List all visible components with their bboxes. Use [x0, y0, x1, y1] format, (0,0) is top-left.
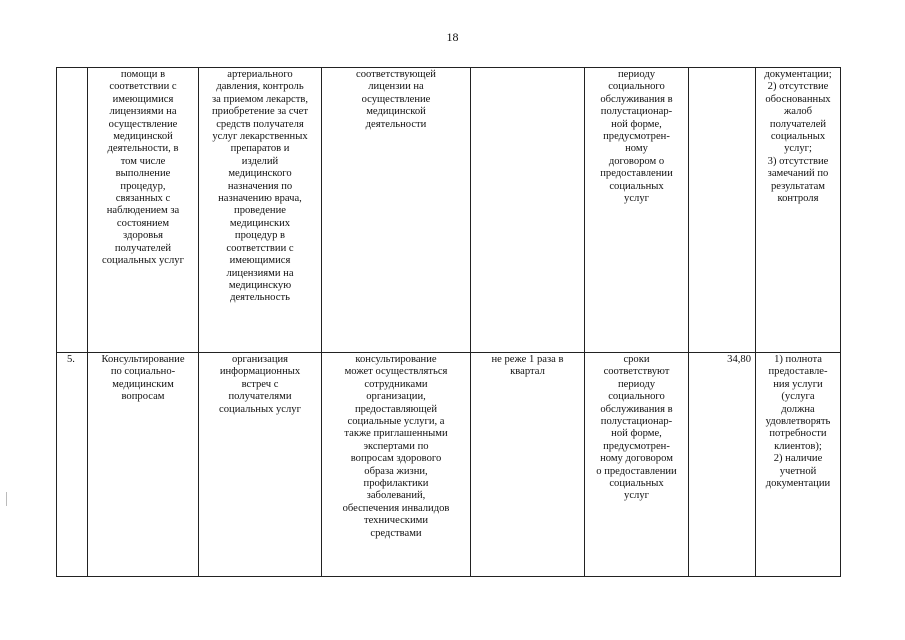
service-name-cell: Консультирование по социально- медицинским вопросам [88, 353, 199, 577]
scan-margin-mark [6, 492, 7, 506]
row-number-cell [57, 68, 88, 353]
service-price-cell [689, 68, 756, 353]
table-row [57, 353, 841, 577]
service-frequency-cell: не реже 1 раза в квартал [471, 353, 585, 577]
table-row [57, 68, 841, 353]
service-description-cell: артериального давления, контроль за приемом лекарств, приобретение за счет средств получателя услуг лекарственных препаратов и изделий медицинского назначения по назначению врача, проведение медицинских процедур в соответствии с имеющимися лицензиями на медицинскую деятельность [199, 68, 322, 353]
service-terms-cell: периоду социального обслуживания в полустационар- ной форме, предусмотрен- ному договором о предоставлении социальных услуг [585, 68, 689, 353]
service-quality-cell: документации; 2) отсутствие обоснованных жалоб получателей социальных услуг; 3) отсутствие замечаний по результатам контроля [756, 68, 841, 353]
services-table-container [56, 67, 841, 577]
service-name-cell: помощи в соответствии с имеющимися лицензиями на осуществление медицинской деятельности, в том числе выполнение процедур, связанных с наблюдением за состоянием здоровья получателей социальных услуг [88, 68, 199, 353]
service-price-cell: 34,80 [689, 353, 756, 577]
row-number-cell: 5. [57, 353, 88, 577]
services-table [56, 67, 841, 577]
service-conditions-cell: соответствующей лицензии на осуществление медицинской деятельности [322, 68, 471, 353]
service-terms-cell: сроки соответствуют периоду социального обслуживания в полустационар- ной форме, предусмотрен- ному договором о предоставлении социальных услуг [585, 353, 689, 577]
page-number: 18 [446, 30, 459, 44]
service-frequency-cell [471, 68, 585, 353]
service-quality-cell: 1) полнота предоставле- ния услуги (услуга должна удовлетворять потребности клиентов); 2) наличие учетной документации [756, 353, 841, 577]
service-description-cell: организация информационных встреч с получателями социальных услуг [199, 353, 322, 577]
service-conditions-cell: консультирование может осуществляться сотрудниками организации, предоставляющей социальные услуги, а также приглашенными экспертами по вопросам здорового образа жизни, профилактики заболеваний, обеспечения инвалидов техническими средствами [322, 353, 471, 577]
